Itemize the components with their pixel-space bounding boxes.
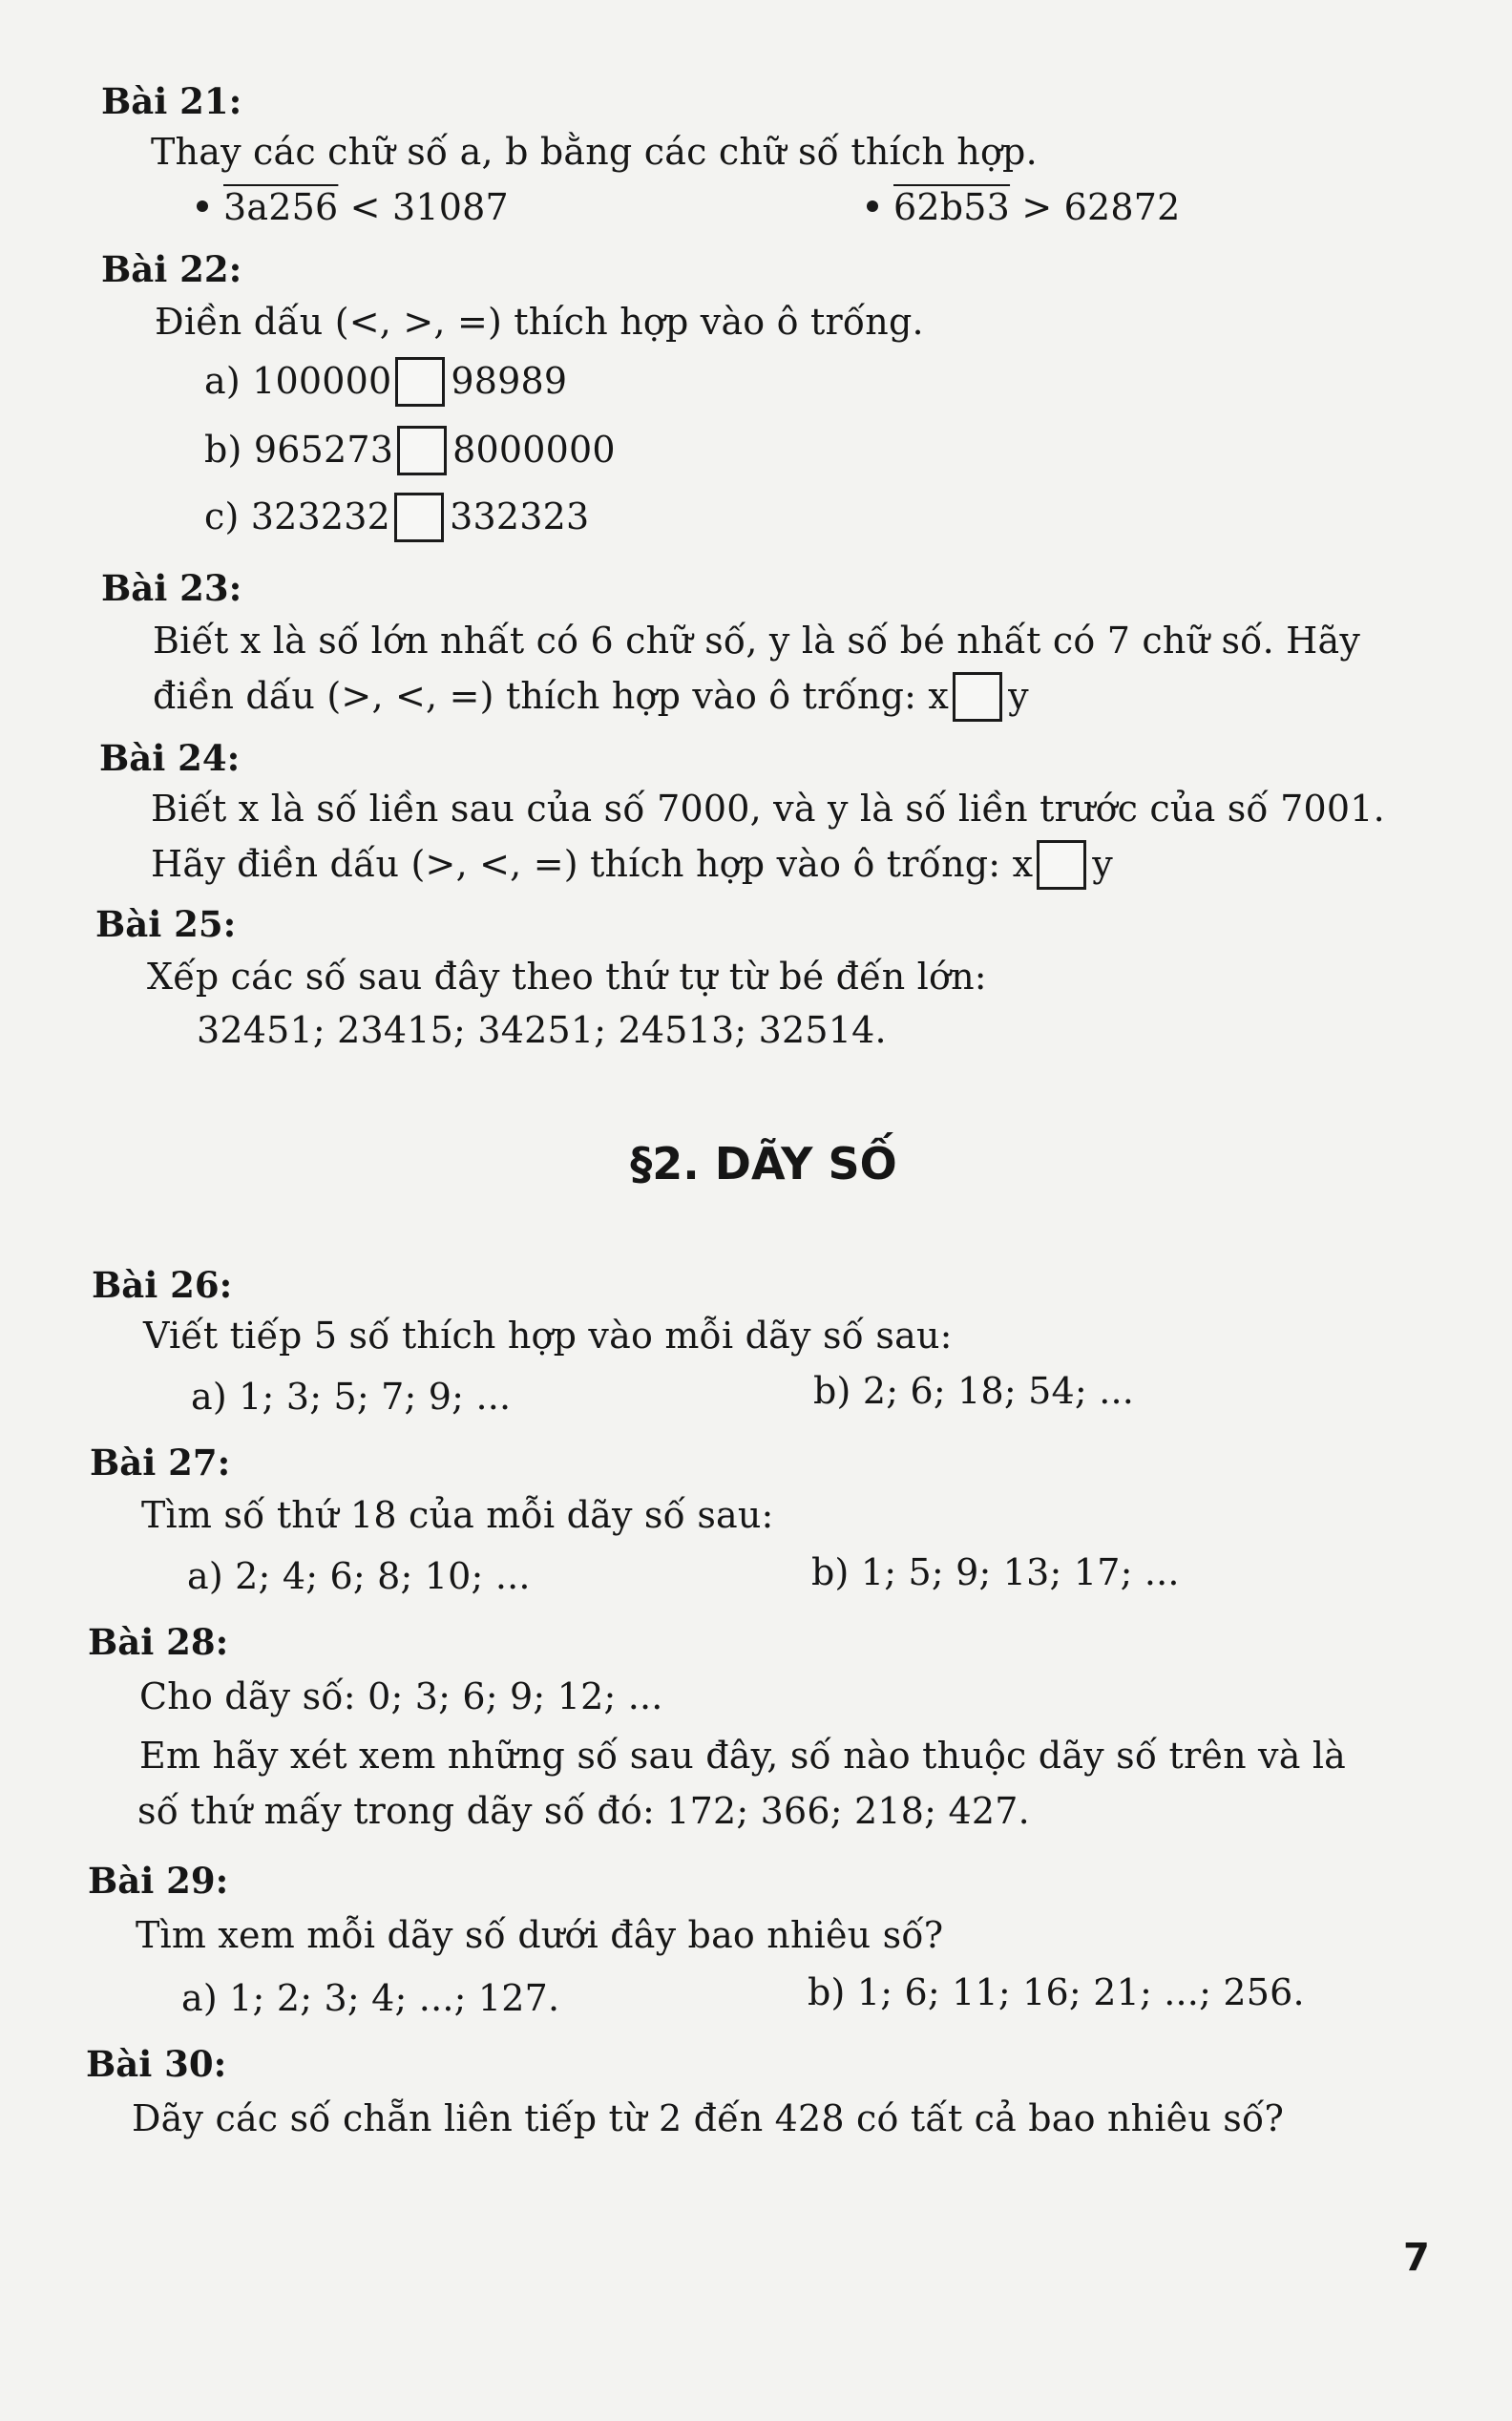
exercise-title: Bài 23:: [101, 567, 242, 609]
exercise-title: Bài 26:: [92, 1264, 233, 1306]
bullet-icon: [197, 200, 208, 212]
sequence-a: a) 1; 2; 3; 4; ...; 127.: [181, 1977, 560, 2019]
sequence-a: a) 2; 4; 6; 8; 10; ...: [187, 1555, 531, 1597]
sequence-b: b) 2; 6; 18; 54; ...: [813, 1370, 1135, 1412]
overlined-number: 62b53: [893, 186, 1011, 228]
exercise-text: Điền dấu (<, >, =) thích hợp vào ô trống.: [155, 301, 924, 343]
answer-box[interactable]: [395, 357, 445, 407]
section-title: §2. DÃY SỐ: [630, 1138, 897, 1189]
inequality-rest: > 62872: [1010, 186, 1181, 228]
compare-row-c: [204, 493, 589, 542]
answer-box[interactable]: [953, 672, 1002, 722]
sequence-b: b) 1; 5; 9; 13; 17; ...: [811, 1551, 1180, 1593]
compare-right: 332323: [450, 495, 590, 537]
sequence-b: b) 1; 6; 11; 16; 21; ...; 256.: [808, 1971, 1305, 2013]
inequality-left: [197, 185, 509, 229]
exercise-text: Tìm xem mỗi dãy số dưới đây bao nhiêu số?: [136, 1914, 944, 1956]
exercise-title: Bài 30:: [86, 2043, 227, 2085]
exercise-title: Bài 28:: [88, 1621, 229, 1663]
number-list: 32451; 23415; 34251; 24513; 32514.: [197, 1009, 887, 1051]
exercise-title: Bài 22:: [101, 248, 242, 290]
sequence-a: a) 1; 3; 5; 7; 9; ...: [191, 1376, 512, 1418]
exercise-text: Viết tiếp 5 số thích hợp vào mỗi dãy số sau:: [143, 1315, 953, 1357]
exercise-text: Biết x là số lớn nhất có 6 chữ số, y là số bé nhất có 7 chữ số. Hãy: [153, 620, 1361, 662]
exercise-title: Bài 24:: [99, 737, 241, 779]
exercise-text: Xếp các số sau đây theo thứ tự từ bé đến lớn:: [147, 956, 987, 998]
exercise-text: số thứ mấy trong dãy số đó: 172; 366; 218; 427.: [137, 1790, 1030, 1832]
page-number: 7: [1403, 2236, 1430, 2280]
exercise-text: Thay các chữ số a, b bằng các chữ số thích hợp.: [151, 131, 1038, 173]
exercise-text-with-box: [153, 672, 1029, 722]
compare-left: b) 965273: [204, 429, 394, 471]
answer-box[interactable]: [1037, 840, 1086, 890]
variable-y: y: [1092, 843, 1113, 885]
compare-left: a) 100000: [204, 360, 392, 402]
exercise-text: Em hãy xét xem những số sau đây, số nào thuộc dãy số trên và là: [139, 1735, 1347, 1777]
inequality-right: [867, 185, 1181, 229]
compare-left: c) 323232: [204, 495, 391, 537]
compare-row-a: [204, 357, 567, 407]
bullet-icon: [867, 200, 878, 212]
exercise-text: Cho dãy số: 0; 3; 6; 9; 12; ...: [139, 1675, 663, 1717]
exercise-title: Bài 21:: [101, 80, 242, 122]
exercise-text: Dãy các số chẵn liên tiếp từ 2 đến 428 có tất cả bao nhiêu số?: [132, 2097, 1285, 2139]
overlined-number: 3a256: [223, 186, 339, 228]
exercise-title: Bài 29:: [88, 1860, 229, 1902]
exercise-text: Biết x là số liền sau của số 7000, và y là số liền trước của số 7001.: [151, 788, 1385, 830]
exercise-title: Bài 25:: [95, 903, 237, 945]
compare-right: 98989: [451, 360, 568, 402]
compare-right: 8000000: [452, 429, 616, 471]
variable-y: y: [1008, 675, 1029, 717]
inequality-rest: < 31087: [338, 186, 509, 228]
compare-row-b: [204, 426, 616, 475]
answer-box[interactable]: [394, 493, 444, 542]
exercise-title: Bài 27:: [90, 1442, 231, 1484]
exercise-text: Hãy điền dấu (>, <, =) thích hợp vào ô trống: x: [151, 843, 1034, 885]
answer-box[interactable]: [397, 426, 447, 475]
exercise-text: điền dấu (>, <, =) thích hợp vào ô trống: x: [153, 675, 950, 717]
exercise-text-with-box: [151, 840, 1113, 890]
exercise-text: Tìm số thứ 18 của mỗi dãy số sau:: [141, 1494, 774, 1536]
